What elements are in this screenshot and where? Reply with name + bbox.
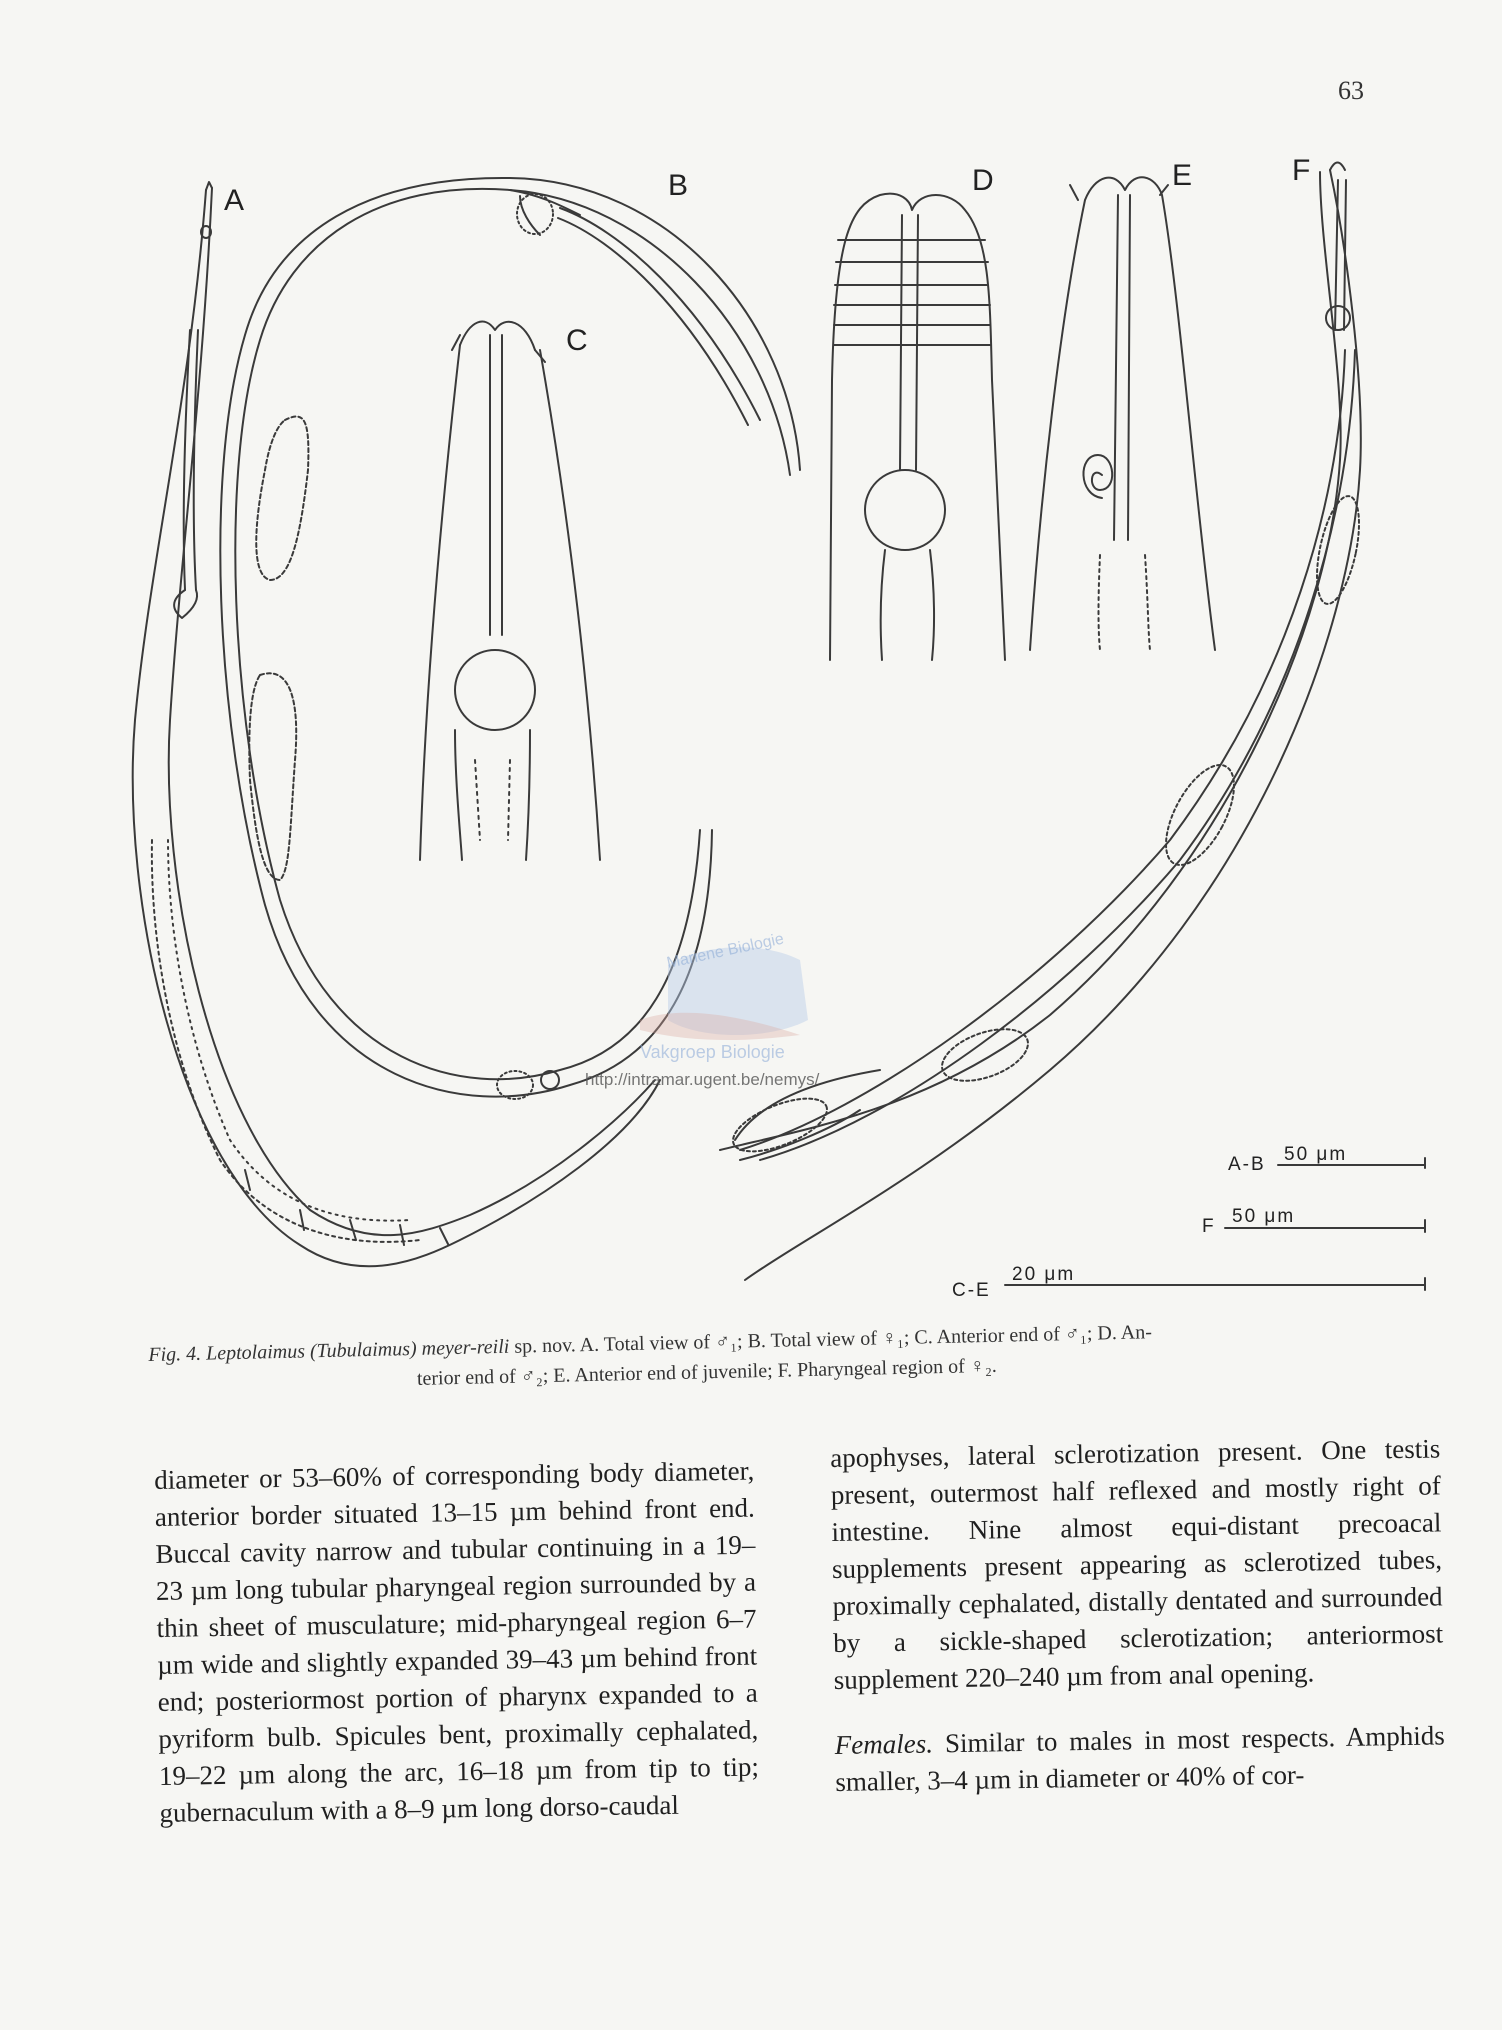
scale-label-f: F — [1202, 1216, 1216, 1237]
right-paragraph-1: apophyses, lateral sclerotization present. One testis present, outermost half reflexed and mostly right of intestine. Nine almost equi-distant precoacal supplements present appearing as sclerotized tubes, proximally cephalated, distally dentated and surrounded by a sickle-shaped sclerotization; anteriormost supplement 220–240 µm from anal opening. — [830, 1433, 1444, 1695]
caption-fig-label: Fig. 4. — [148, 1342, 202, 1366]
panel-label-f: F — [1292, 154, 1311, 187]
females-heading: Females. — [834, 1728, 934, 1760]
page-number: 63 — [1338, 76, 1364, 105]
watermark-top-text: Mariene Biologie — [665, 930, 786, 972]
watermark-url: http://intramar.ugent.be/nemys/ — [585, 1070, 820, 1089]
panel-label-b: B — [668, 169, 689, 202]
right-paragraph-2 — [835, 1717, 1446, 1801]
panel-f-drawing — [720, 163, 1367, 1281]
panel-label-d: D — [972, 164, 994, 197]
caption-line1: sp. nov. A. Total view of ♂₁; B. Total view of ♀₁; C. Anterior end of ♂₁; D. An- — [514, 1321, 1153, 1358]
watermark — [585, 930, 820, 1089]
caption-taxon: Leptolaimus (Tubulaimus) meyer-reili — [205, 1335, 510, 1365]
watermark-bottom-text: Vakgroep Biologie — [640, 1042, 785, 1062]
females-text: Similar to males in most respects. Amphids smaller, 3–4 µm in diameter or 40% of cor- — [835, 1720, 1445, 1797]
scale-label-ab: A-B — [1228, 1154, 1266, 1175]
panel-e-drawing — [1030, 177, 1215, 650]
panel-d-drawing — [830, 194, 1005, 660]
panel-c-drawing — [420, 322, 600, 860]
scale-value-ab: 50 μm — [1284, 1144, 1348, 1165]
left-paragraph: diameter or 53–60% of corresponding body diameter, anterior border situated 13–15 µm behind front end. Buccal cavity narrow and tubular continuing in a 19–23 µm long tubular pharyngeal region surrounded by a thin sheet of musculature; mid-pharyngeal region 6–7 µm wide and slightly expanded 39–43 µm behind front end; posteriormost portion of pharynx expanded to a pyriform bulb. Spicules bent, proximally cephalated, 19–22 µm along the arc, 16–18 µm from tip to tip; gubernaculum with a 8–9 µm long dorso-caudal — [154, 1455, 760, 1828]
scale-label-ce: C-E — [952, 1280, 991, 1301]
panel-label-c: C — [566, 324, 588, 357]
scale-value-f: 50 μm — [1232, 1206, 1296, 1227]
caption-line2: terior end of ♂₂; E. Anterior end of juvenile; F. Pharyngeal region of ♀₂. — [416, 1354, 998, 1390]
left-text-column — [154, 1453, 760, 1860]
scale-value-ce: 20 μm — [1012, 1264, 1076, 1285]
panel-label-a: A — [224, 184, 245, 217]
right-text-column — [830, 1430, 1446, 1829]
panel-label-e: E — [1172, 159, 1193, 192]
